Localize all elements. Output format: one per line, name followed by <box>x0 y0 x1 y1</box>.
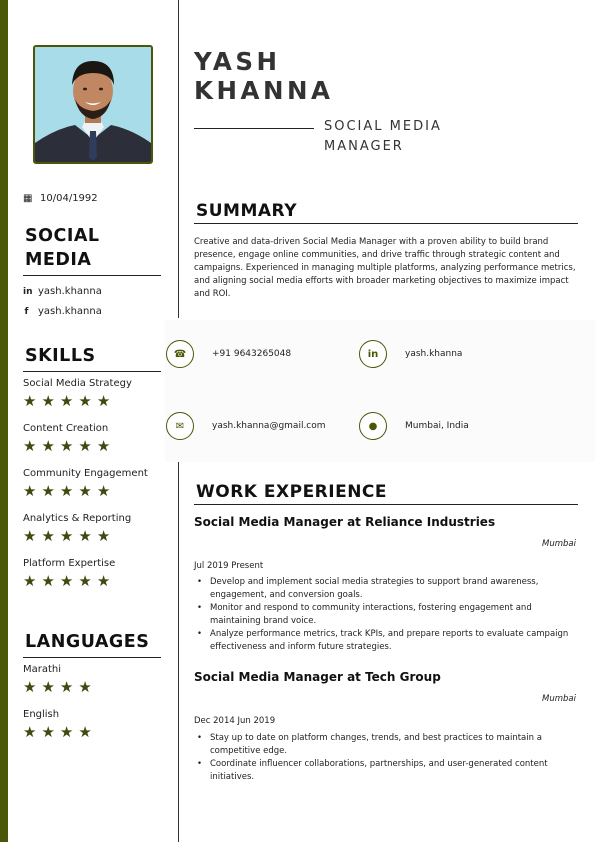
star-icon: ★ <box>59 723 74 741</box>
location-pin-icon: ● <box>359 412 387 440</box>
email-value: yash.khanna@gmail.com <box>212 421 326 431</box>
job-2-location: Mumbai <box>542 694 576 704</box>
star-icon: ★ <box>59 392 74 410</box>
phone-icon: ☎ <box>166 340 194 368</box>
social-media-rule <box>23 275 161 276</box>
star-icon: ★ <box>23 527 37 545</box>
summary-rule <box>194 223 578 224</box>
language-rating <box>23 725 92 740</box>
star-icon: ★ <box>78 527 92 545</box>
star-icon: ★ <box>23 723 37 741</box>
languages-rule <box>23 657 161 658</box>
star-icon: ★ <box>78 437 92 455</box>
star-icon: ★ <box>59 572 74 590</box>
star-icon: ★ <box>59 437 74 455</box>
linkedin-value: yash.khanna <box>405 349 463 359</box>
star-icon: ★ <box>78 572 92 590</box>
skill-name: Content Creation <box>23 423 109 434</box>
summary-heading: SUMMARY <box>196 201 298 221</box>
star-icon: ★ <box>41 527 55 545</box>
star-icon: ★ <box>59 482 74 500</box>
social-linkedin-label: yash.khanna <box>38 286 102 297</box>
star-icon: ★ <box>96 482 111 500</box>
skills-heading: SKILLS <box>25 346 96 366</box>
calendar-icon: ▦ <box>23 193 33 204</box>
job-1-dates: Jul 2019 Present <box>194 561 264 571</box>
job-2-bullets <box>210 732 570 784</box>
contact-phone[interactable] <box>166 340 291 368</box>
job-1-title: Social Media Manager at Reliance Industries <box>194 515 496 529</box>
star-icon: ★ <box>23 482 37 500</box>
star-icon: ★ <box>59 527 74 545</box>
language-name: Marathi <box>23 664 62 675</box>
column-divider-top <box>178 0 179 318</box>
skill-name: Social Media Strategy <box>23 378 132 389</box>
list-item: • Monitor and respond to community interactions, fostering engagement and maintaining brand voice. <box>210 602 570 628</box>
contact-linkedin[interactable] <box>359 340 462 368</box>
star-icon: ★ <box>23 437 37 455</box>
star-icon: ★ <box>78 482 92 500</box>
star-icon: ★ <box>96 437 111 455</box>
work-experience-heading: WORK EXPERIENCE <box>196 482 388 502</box>
location-value: Mumbai, India <box>405 421 469 431</box>
star-icon: ★ <box>41 572 55 590</box>
facebook-icon: f <box>24 306 29 317</box>
star-icon: ★ <box>41 437 55 455</box>
job-title: SOCIAL MEDIA MANAGER <box>324 119 442 154</box>
social-facebook[interactable] <box>23 306 102 317</box>
skill-name: Analytics & Reporting <box>23 513 132 524</box>
summary-text: Creative and data-driven Social Media Manager with a proven ability to build brand presence, engage online communities, and drive traffic through strategic content and campaigns. Experienced in managing multiple platforms, analyzing performance metrics, and aligning social media efforts with broader marketing objectives to maximize impact and ROI. <box>194 237 576 299</box>
star-icon: ★ <box>78 392 92 410</box>
phone-value: +91 9643265048 <box>212 349 292 359</box>
work-experience-rule <box>194 504 578 505</box>
job-1-bullets <box>210 576 570 654</box>
star-icon: ★ <box>41 678 55 696</box>
languages-heading: LANGUAGES <box>25 632 150 652</box>
skills-rule <box>23 371 161 372</box>
star-icon: ★ <box>41 482 55 500</box>
envelope-icon: ✉ <box>166 412 194 440</box>
star-icon: ★ <box>59 678 74 696</box>
star-icon: ★ <box>96 392 111 410</box>
title-rule <box>194 128 314 129</box>
star-icon: ★ <box>41 723 55 741</box>
list-item: • Coordinate influencer collaborations, partnerships, and user-generated content initiatives. <box>210 758 570 784</box>
skill-name: Platform Expertise <box>23 558 116 569</box>
skill-rating <box>23 574 110 589</box>
social-facebook-label: yash.khanna <box>38 306 102 317</box>
linkedin-circle-icon: in <box>359 340 387 368</box>
list-item: • Develop and implement social media strategies to support brand awareness, engagement, and conversion goals. <box>210 576 570 602</box>
date-of-birth <box>23 193 98 204</box>
star-icon: ★ <box>78 678 92 696</box>
star-icon: ★ <box>23 572 37 590</box>
skill-rating <box>23 439 110 454</box>
social-linkedin[interactable] <box>23 286 102 297</box>
star-icon: ★ <box>41 392 55 410</box>
star-icon: ★ <box>23 392 37 410</box>
star-icon: ★ <box>78 723 92 741</box>
list-item: • Stay up to date on platform changes, trends, and best practices to maintain a competitive edge. <box>210 732 570 758</box>
list-item: • Analyze performance metrics, track KPIs, and prepare reports to evaluate campaign effectiveness and inform future strategies. <box>210 628 570 654</box>
job-2-dates: Dec 2014 Jun 2019 <box>194 716 276 726</box>
contact-email[interactable] <box>166 412 326 440</box>
skill-rating <box>23 394 110 409</box>
skill-rating <box>23 529 110 544</box>
contact-location[interactable] <box>359 412 469 440</box>
profile-photo <box>33 45 153 164</box>
candidate-name: YASH KHANNA <box>194 47 334 105</box>
star-icon: ★ <box>96 527 111 545</box>
linkedin-icon: in <box>23 286 33 297</box>
job-2-title: Social Media Manager at Tech Group <box>194 670 441 684</box>
skill-name: Community Engagement <box>23 468 148 479</box>
social-media-heading: SOCIAL MEDIA <box>25 226 100 270</box>
star-icon: ★ <box>96 572 111 590</box>
dob-value: 10/04/1992 <box>40 193 98 204</box>
language-rating <box>23 680 92 695</box>
language-name: English <box>23 709 60 720</box>
column-divider-bottom <box>178 462 179 842</box>
star-icon: ★ <box>23 678 37 696</box>
skill-rating <box>23 484 110 499</box>
job-1-location: Mumbai <box>542 539 576 549</box>
accent-bar <box>0 0 8 842</box>
